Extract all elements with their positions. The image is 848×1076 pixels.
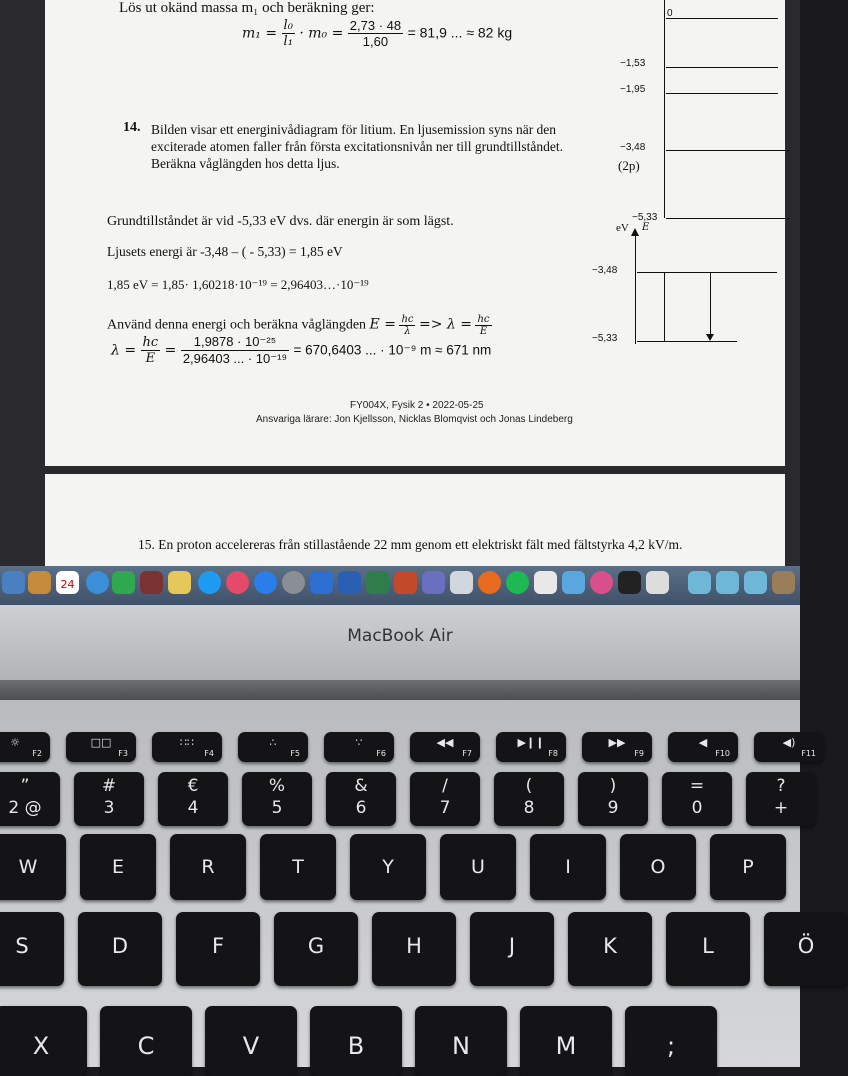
answer-line-4-text: Använd denna energi och beräkna våglängden [107, 317, 367, 333]
fn-key-label: F2 [32, 749, 42, 758]
key-letter: B [347, 1032, 365, 1060]
footer-teachers: Ansvariga lärare: Jon Kjellsson, Nicklas Blomqvist och Jonas Lindeberg [256, 414, 573, 425]
fn-key-glyph: ∴ [269, 736, 277, 749]
key-letter: K [603, 934, 617, 958]
key-letter: L [702, 934, 714, 958]
lambda-num: hc [477, 314, 490, 325]
question-line-1: Bilden visar ett energinivådiagram för litium. En ljusemission syns när den [151, 122, 557, 137]
key-7[interactable] [578, 772, 648, 826]
calc-numerator: 1,9878 · 10⁻²⁵ [181, 334, 289, 351]
level-label-0: 0 [667, 8, 673, 19]
key-letter: ; [666, 1032, 676, 1060]
ev-axis-label: eV [616, 222, 629, 234]
key-5-row-a[interactable] [470, 912, 554, 986]
fn-key-glyph: ◀ [698, 736, 708, 749]
fn-key-label: F11 [801, 749, 816, 758]
points-label: (2p) [618, 158, 640, 173]
key-2-row-a[interactable] [176, 912, 260, 986]
fn-key-2[interactable] [0, 732, 50, 762]
key-bottom-symbol: 5 [271, 798, 283, 818]
key-letter: V [242, 1032, 260, 1060]
calendar-day: 24 [60, 578, 75, 591]
key-letter: W [18, 856, 38, 878]
key-bottom-symbol: 2 @ [8, 798, 42, 818]
key-letter: Ö [797, 934, 815, 958]
answer-line-1: Grundtillståndet är vid -5,33 eV dvs. där energin är som lägst. [107, 214, 454, 229]
key-letter: J [508, 934, 516, 958]
fn-key-glyph: ∵ [355, 736, 363, 749]
key-bottom-symbol: 8 [523, 798, 535, 818]
key-4[interactable] [326, 772, 396, 826]
fn-key-glyph: ◀) [782, 736, 796, 749]
key-top-symbol: ? [776, 776, 786, 796]
fn-key-5[interactable] [238, 732, 308, 762]
key-letter: O [650, 856, 666, 878]
key-bottom-symbol: 9 [607, 798, 619, 818]
answer-line-3: 1,85 eV = 1,85· 1,60218·10⁻¹⁹ = 2,96403…·10⁻¹⁹ [107, 277, 369, 292]
frac2-num: 2,73 · 48 [349, 18, 402, 33]
fn-key-label: F8 [548, 749, 558, 758]
key-letter: N [452, 1032, 470, 1060]
energy-den: λ [404, 326, 411, 337]
key-3-row-z[interactable] [310, 1006, 402, 1076]
question-number: 14. [123, 120, 141, 135]
fn-key-glyph: ▶❙❙ [517, 736, 545, 749]
fn-key-10[interactable] [668, 732, 738, 762]
fn-key-9[interactable] [582, 732, 652, 762]
answer-line-2: Ljusets energi är -3,48 – ( - 5,33) = 1,85 eV [107, 244, 343, 259]
key-1-row-z[interactable] [100, 1006, 192, 1076]
key-6[interactable] [494, 772, 564, 826]
key-letter: I [565, 856, 571, 878]
implies-lambda: => λ = [418, 316, 472, 333]
lambda-eq: λ = [111, 342, 137, 359]
fn-key-label: F3 [118, 749, 128, 758]
frac1-den: l₁ [283, 34, 293, 49]
frac1-num: l₀ [283, 18, 293, 33]
fn-key-7[interactable] [410, 732, 480, 762]
key-top-symbol: % [268, 776, 286, 796]
question-line-3: Beräkna våglängden hos detta ljus. [151, 156, 340, 171]
key-bottom-symbol: 4 [187, 798, 199, 818]
key-letter: U [471, 856, 485, 878]
key-6-row-a[interactable] [568, 912, 652, 986]
fn-key-glyph: □□ [90, 736, 112, 749]
key-letter: D [111, 934, 129, 958]
energy-lhs: E = [369, 316, 396, 333]
key-1-row-a[interactable] [78, 912, 162, 986]
key-8[interactable] [662, 772, 732, 826]
key-t[interactable] [260, 834, 336, 900]
key-8-row-a[interactable] [764, 912, 848, 986]
key-9[interactable] [746, 772, 816, 826]
key-letter: X [32, 1032, 50, 1060]
key-letter: P [742, 856, 754, 878]
key-3[interactable] [242, 772, 312, 826]
key-top-symbol: ( [525, 776, 533, 796]
key-0-row-a[interactable] [0, 912, 64, 986]
key-2[interactable] [158, 772, 228, 826]
key-bottom-symbol: 3 [103, 798, 115, 818]
key-top-symbol: # [101, 776, 117, 796]
key-letter: H [406, 934, 422, 958]
level-label-2: −1,95 [620, 84, 646, 95]
key-top-symbol: = [689, 776, 705, 796]
fn-key-label: F4 [204, 749, 214, 758]
fn-key-11[interactable] [754, 732, 824, 762]
key-top-symbol: & [354, 776, 368, 796]
key-5-row-z[interactable] [520, 1006, 612, 1076]
key-u[interactable] [440, 834, 516, 900]
key-letter: M [555, 1032, 577, 1060]
key-letter: Y [382, 856, 394, 878]
key-letter: E [111, 856, 124, 878]
energy-num: hc [401, 314, 414, 325]
fn-key-label: F6 [376, 749, 386, 758]
calc-eq: = [164, 342, 177, 359]
laptop-brand: MacBook Air [347, 626, 453, 646]
e-axis-label: E [642, 222, 650, 233]
level-label-3: −3,48 [620, 142, 646, 153]
key-letter: T [292, 856, 304, 878]
question-15: 15. En proton accelereras från stillastående 22 mm genom ett elektriskt fält med fältstyrka 4,2 kV/m. [138, 537, 683, 552]
fn-key-3[interactable] [66, 732, 136, 762]
intro-text: Lös ut okänd massa m₁ och beräkning ger: [119, 0, 375, 16]
key-letter: G [307, 934, 325, 958]
key-bottom-symbol: 0 [691, 798, 703, 818]
footer-course: FY004X, Fysik 2 • 2022-05-25 [350, 400, 484, 411]
formula-mid: · m₀ = [299, 25, 344, 42]
fn-key-8[interactable] [496, 732, 566, 762]
diagram2-label-533: −5,33 [592, 333, 618, 344]
level-label-1: −1,53 [620, 58, 646, 69]
fn-key-glyph: ☼ [10, 736, 20, 749]
key-i[interactable] [530, 834, 606, 900]
calc-hc: hc [142, 335, 159, 350]
fn-key-label: F10 [715, 749, 730, 758]
key-4-row-a[interactable] [372, 912, 456, 986]
key-top-symbol: € [187, 776, 199, 796]
key-bottom-symbol: 6 [355, 798, 367, 818]
key-r[interactable] [170, 834, 246, 900]
key-bottom-symbol: + [773, 798, 789, 818]
key-letter: S [15, 934, 29, 958]
diagram2-label-348: −3,48 [592, 265, 618, 276]
key-4-row-z[interactable] [415, 1006, 507, 1076]
key-y[interactable] [350, 834, 426, 900]
fn-key-label: F9 [634, 749, 644, 758]
key-p[interactable] [710, 834, 786, 900]
question-line-2: exciterade atomen faller från första excitationsnivån ner till grundtillståndet. [151, 139, 563, 154]
key-3-row-a[interactable] [274, 912, 358, 986]
fn-key-4[interactable] [152, 732, 222, 762]
key-o[interactable] [620, 834, 696, 900]
calc-e: E [145, 351, 156, 366]
fn-key-6[interactable] [324, 732, 394, 762]
key-top-symbol: ” [20, 776, 30, 796]
key-2-row-z[interactable] [205, 1006, 297, 1076]
formula-result: = 81,9 ... ≈ 82 kg [407, 24, 513, 41]
key-7-row-a[interactable] [666, 912, 750, 986]
fn-key-label: F7 [462, 749, 472, 758]
key-letter: C [137, 1032, 155, 1060]
key-bottom-symbol: 7 [439, 798, 451, 818]
level-label-4: −5,33 [632, 212, 658, 223]
key-0-row-z[interactable] [0, 1006, 87, 1076]
key-1[interactable] [74, 772, 144, 826]
key-e[interactable] [80, 834, 156, 900]
calc-result: = 670,6403 ... · 10⁻⁹ m ≈ 671 nm [293, 342, 492, 358]
key-w[interactable] [0, 834, 66, 900]
key-letter: R [201, 856, 215, 878]
key-6-row-z[interactable] [625, 1006, 717, 1076]
formula-lhs: m₁ = [242, 25, 278, 42]
frac2-den: 1,60 [362, 34, 389, 49]
lambda-den: E [479, 326, 488, 337]
key-5[interactable] [410, 772, 480, 826]
key-letter: F [211, 934, 225, 958]
fn-key-glyph: ∷∷ [180, 736, 194, 749]
key-top-symbol: / [442, 776, 448, 796]
calc-denominator: 2,96403 ... · 10⁻¹⁹ [182, 351, 288, 366]
fn-key-label: F5 [290, 749, 300, 758]
fn-key-glyph: ◀◀ [436, 736, 454, 749]
fn-key-glyph: ▶▶ [608, 736, 626, 749]
key-0[interactable] [0, 772, 60, 826]
key-top-symbol: ) [609, 776, 617, 796]
